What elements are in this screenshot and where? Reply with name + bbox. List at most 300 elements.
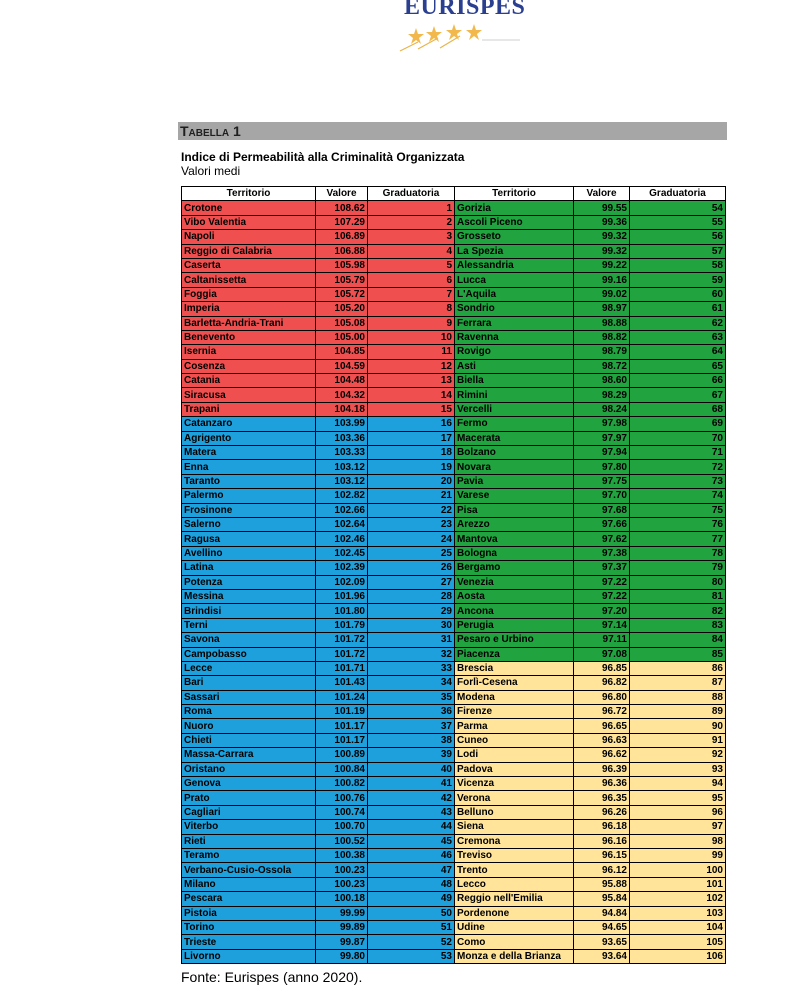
table-row bbox=[182, 215, 726, 229]
rank-cell: 91 bbox=[630, 733, 726, 747]
rank-cell: 48 bbox=[368, 877, 455, 891]
value-cell: 98.72 bbox=[574, 359, 630, 373]
value-cell: 100.84 bbox=[316, 762, 368, 776]
territory-cell: Prato bbox=[182, 791, 316, 805]
value-cell: 101.72 bbox=[316, 633, 368, 647]
territory-cell: Fermo bbox=[455, 417, 574, 431]
table-title: Indice di Permeabilità alla Criminalità Organizzata bbox=[181, 150, 465, 164]
value-cell: 96.39 bbox=[574, 762, 630, 776]
rank-cell: 9 bbox=[368, 316, 455, 330]
rank-cell: 4 bbox=[368, 244, 455, 258]
territory-cell: Terni bbox=[182, 618, 316, 632]
table-row bbox=[182, 230, 726, 244]
rank-cell: 94 bbox=[630, 777, 726, 791]
rank-cell: 53 bbox=[368, 949, 455, 963]
rank-cell: 93 bbox=[630, 762, 726, 776]
table-row bbox=[182, 258, 726, 272]
value-cell: 101.43 bbox=[316, 676, 368, 690]
territory-cell: Campobasso bbox=[182, 647, 316, 661]
rank-cell: 35 bbox=[368, 690, 455, 704]
rank-cell: 8 bbox=[368, 302, 455, 316]
value-cell: 97.68 bbox=[574, 503, 630, 517]
value-cell: 100.23 bbox=[316, 877, 368, 891]
value-cell: 101.96 bbox=[316, 589, 368, 603]
rank-cell: 98 bbox=[630, 834, 726, 848]
rank-cell: 70 bbox=[630, 431, 726, 445]
territory-cell: Barletta-Andria-Trani bbox=[182, 316, 316, 330]
rank-cell: 67 bbox=[630, 388, 726, 402]
rank-cell: 38 bbox=[368, 733, 455, 747]
territory-cell: Livorno bbox=[182, 949, 316, 963]
value-cell: 97.62 bbox=[574, 532, 630, 546]
value-cell: 96.35 bbox=[574, 791, 630, 805]
table-row bbox=[182, 460, 726, 474]
rank-cell: 96 bbox=[630, 805, 726, 819]
territory-cell: Nuoro bbox=[182, 719, 316, 733]
territory-cell: Matera bbox=[182, 446, 316, 460]
stars-icon bbox=[398, 18, 522, 52]
rank-cell: 47 bbox=[368, 863, 455, 877]
rank-cell: 2 bbox=[368, 215, 455, 229]
table-row bbox=[182, 374, 726, 388]
table-row bbox=[182, 791, 726, 805]
value-cell: 98.24 bbox=[574, 402, 630, 416]
rank-cell: 30 bbox=[368, 618, 455, 632]
rank-cell: 72 bbox=[630, 460, 726, 474]
rank-cell: 18 bbox=[368, 446, 455, 460]
value-cell: 99.02 bbox=[574, 287, 630, 301]
territory-cell: L'Aquila bbox=[455, 287, 574, 301]
table-label: Tabella 1 bbox=[180, 123, 241, 139]
table-row bbox=[182, 762, 726, 776]
territory-cell: Brescia bbox=[455, 661, 574, 675]
rank-cell: 10 bbox=[368, 330, 455, 344]
territory-cell: Novara bbox=[455, 460, 574, 474]
rank-cell: 59 bbox=[630, 273, 726, 287]
territory-cell: Avellino bbox=[182, 546, 316, 560]
rank-cell: 65 bbox=[630, 359, 726, 373]
rank-cell: 6 bbox=[368, 273, 455, 287]
value-cell: 106.89 bbox=[316, 230, 368, 244]
territory-cell: Bergamo bbox=[455, 561, 574, 575]
rank-cell: 39 bbox=[368, 748, 455, 762]
value-cell: 97.75 bbox=[574, 474, 630, 488]
header-valore: Valore bbox=[316, 187, 368, 201]
logo-wordmark: EURISPES bbox=[404, 0, 526, 20]
territory-cell: Gorizia bbox=[455, 201, 574, 215]
value-cell: 96.16 bbox=[574, 834, 630, 848]
rank-cell: 86 bbox=[630, 661, 726, 675]
rank-cell: 28 bbox=[368, 589, 455, 603]
table-row bbox=[182, 920, 726, 934]
rank-cell: 1 bbox=[368, 201, 455, 215]
table-body bbox=[182, 201, 726, 964]
territory-cell: Vercelli bbox=[455, 402, 574, 416]
territory-cell: Pisa bbox=[455, 503, 574, 517]
rank-cell: 106 bbox=[630, 949, 726, 963]
territory-cell: Potenza bbox=[182, 575, 316, 589]
value-cell: 97.80 bbox=[574, 460, 630, 474]
territory-cell: Rimini bbox=[455, 388, 574, 402]
table-row bbox=[182, 517, 726, 531]
territory-cell: Arezzo bbox=[455, 517, 574, 531]
territory-cell: Napoli bbox=[182, 230, 316, 244]
table-row bbox=[182, 705, 726, 719]
value-cell: 102.66 bbox=[316, 503, 368, 517]
territory-cell: Piacenza bbox=[455, 647, 574, 661]
territory-cell: Lecce bbox=[182, 661, 316, 675]
rank-cell: 88 bbox=[630, 690, 726, 704]
rank-cell: 54 bbox=[630, 201, 726, 215]
rank-cell: 3 bbox=[368, 230, 455, 244]
rank-cell: 5 bbox=[368, 258, 455, 272]
value-cell: 96.18 bbox=[574, 820, 630, 834]
table-row bbox=[182, 474, 726, 488]
value-cell: 104.85 bbox=[316, 345, 368, 359]
value-cell: 102.46 bbox=[316, 532, 368, 546]
table-row bbox=[182, 848, 726, 862]
territory-cell: Reggio nell'Emilia bbox=[455, 892, 574, 906]
rank-cell: 26 bbox=[368, 561, 455, 575]
value-cell: 95.88 bbox=[574, 877, 630, 891]
value-cell: 97.70 bbox=[574, 489, 630, 503]
territory-cell: Trento bbox=[455, 863, 574, 877]
value-cell: 97.98 bbox=[574, 417, 630, 431]
territory-cell: Lecco bbox=[455, 877, 574, 891]
table-row bbox=[182, 633, 726, 647]
value-cell: 97.11 bbox=[574, 633, 630, 647]
rank-cell: 46 bbox=[368, 848, 455, 862]
value-cell: 99.32 bbox=[574, 244, 630, 258]
territory-cell: Messina bbox=[182, 589, 316, 603]
value-cell: 98.82 bbox=[574, 330, 630, 344]
value-cell: 104.18 bbox=[316, 402, 368, 416]
rank-cell: 100 bbox=[630, 863, 726, 877]
territory-cell: Catanzaro bbox=[182, 417, 316, 431]
table-row bbox=[182, 863, 726, 877]
table-row bbox=[182, 244, 726, 258]
value-cell: 97.22 bbox=[574, 589, 630, 603]
value-cell: 104.32 bbox=[316, 388, 368, 402]
territory-cell: Vicenza bbox=[455, 777, 574, 791]
rank-cell: 99 bbox=[630, 848, 726, 862]
table-row bbox=[182, 935, 726, 949]
territory-cell: Genova bbox=[182, 777, 316, 791]
territory-cell: Siracusa bbox=[182, 388, 316, 402]
value-cell: 99.22 bbox=[574, 258, 630, 272]
value-cell: 106.88 bbox=[316, 244, 368, 258]
territory-cell: Agrigento bbox=[182, 431, 316, 445]
rank-cell: 58 bbox=[630, 258, 726, 272]
territory-cell: Ancona bbox=[455, 604, 574, 618]
table-row bbox=[182, 892, 726, 906]
territory-cell: Ascoli Piceno bbox=[455, 215, 574, 229]
table-row bbox=[182, 575, 726, 589]
value-cell: 94.65 bbox=[574, 920, 630, 934]
rank-cell: 7 bbox=[368, 287, 455, 301]
eurispes-logo bbox=[398, 0, 526, 52]
territory-cell: Massa-Carrara bbox=[182, 748, 316, 762]
rank-cell: 80 bbox=[630, 575, 726, 589]
value-cell: 93.65 bbox=[574, 935, 630, 949]
territory-cell: Rovigo bbox=[455, 345, 574, 359]
rank-cell: 63 bbox=[630, 330, 726, 344]
value-cell: 101.17 bbox=[316, 733, 368, 747]
rank-cell: 32 bbox=[368, 647, 455, 661]
territory-cell: Foggia bbox=[182, 287, 316, 301]
territory-cell: Enna bbox=[182, 460, 316, 474]
value-cell: 103.99 bbox=[316, 417, 368, 431]
rank-cell: 97 bbox=[630, 820, 726, 834]
value-cell: 97.20 bbox=[574, 604, 630, 618]
rank-cell: 85 bbox=[630, 647, 726, 661]
rank-cell: 79 bbox=[630, 561, 726, 575]
table-row bbox=[182, 748, 726, 762]
table-row bbox=[182, 733, 726, 747]
territory-cell: Reggio di Calabria bbox=[182, 244, 316, 258]
value-cell: 108.62 bbox=[316, 201, 368, 215]
value-cell: 97.08 bbox=[574, 647, 630, 661]
table-subtitle: Valori medi bbox=[181, 164, 241, 178]
territory-cell: Rieti bbox=[182, 834, 316, 848]
territory-cell: Pistoia bbox=[182, 906, 316, 920]
value-cell: 98.79 bbox=[574, 345, 630, 359]
rank-cell: 29 bbox=[368, 604, 455, 618]
value-cell: 102.64 bbox=[316, 517, 368, 531]
rank-cell: 45 bbox=[368, 834, 455, 848]
rank-cell: 62 bbox=[630, 316, 726, 330]
value-cell: 100.23 bbox=[316, 863, 368, 877]
value-cell: 101.19 bbox=[316, 705, 368, 719]
value-cell: 102.82 bbox=[316, 489, 368, 503]
rank-cell: 33 bbox=[368, 661, 455, 675]
table-row bbox=[182, 618, 726, 632]
table-row bbox=[182, 503, 726, 517]
value-cell: 99.87 bbox=[316, 935, 368, 949]
value-cell: 105.98 bbox=[316, 258, 368, 272]
table-row bbox=[182, 561, 726, 575]
territory-cell: Varese bbox=[455, 489, 574, 503]
territory-cell: Pordenone bbox=[455, 906, 574, 920]
territory-cell: Macerata bbox=[455, 431, 574, 445]
territory-cell: Chieti bbox=[182, 733, 316, 747]
territory-cell: Oristano bbox=[182, 762, 316, 776]
territory-cell: Imperia bbox=[182, 302, 316, 316]
value-cell: 101.72 bbox=[316, 647, 368, 661]
value-cell: 105.00 bbox=[316, 330, 368, 344]
territory-cell: Verbano-Cusio-Ossola bbox=[182, 863, 316, 877]
rank-cell: 84 bbox=[630, 633, 726, 647]
rank-cell: 12 bbox=[368, 359, 455, 373]
value-cell: 97.97 bbox=[574, 431, 630, 445]
territory-cell: Bolzano bbox=[455, 446, 574, 460]
territory-cell: Caserta bbox=[182, 258, 316, 272]
value-cell: 102.45 bbox=[316, 546, 368, 560]
value-cell: 96.62 bbox=[574, 748, 630, 762]
table-row bbox=[182, 431, 726, 445]
rank-cell: 22 bbox=[368, 503, 455, 517]
value-cell: 100.52 bbox=[316, 834, 368, 848]
value-cell: 96.63 bbox=[574, 733, 630, 747]
rank-cell: 40 bbox=[368, 762, 455, 776]
table-row bbox=[182, 719, 726, 733]
value-cell: 100.82 bbox=[316, 777, 368, 791]
value-cell: 103.36 bbox=[316, 431, 368, 445]
table-row bbox=[182, 345, 726, 359]
rank-cell: 56 bbox=[630, 230, 726, 244]
territory-cell: Sondrio bbox=[455, 302, 574, 316]
territory-cell: Treviso bbox=[455, 848, 574, 862]
rank-cell: 25 bbox=[368, 546, 455, 560]
territory-cell: Asti bbox=[455, 359, 574, 373]
territory-cell: Palermo bbox=[182, 489, 316, 503]
value-cell: 100.70 bbox=[316, 820, 368, 834]
table-row bbox=[182, 417, 726, 431]
rank-cell: 77 bbox=[630, 532, 726, 546]
value-cell: 97.38 bbox=[574, 546, 630, 560]
territory-cell: Crotone bbox=[182, 201, 316, 215]
rank-cell: 44 bbox=[368, 820, 455, 834]
value-cell: 96.12 bbox=[574, 863, 630, 877]
value-cell: 100.18 bbox=[316, 892, 368, 906]
territory-cell: Forlì-Cesena bbox=[455, 676, 574, 690]
table-row bbox=[182, 402, 726, 416]
rank-cell: 23 bbox=[368, 517, 455, 531]
territory-cell: Vibo Valentia bbox=[182, 215, 316, 229]
territory-cell: Bologna bbox=[455, 546, 574, 560]
territory-cell: Perugia bbox=[455, 618, 574, 632]
header-territorio: Territorio bbox=[455, 187, 574, 201]
rank-cell: 76 bbox=[630, 517, 726, 531]
value-cell: 96.36 bbox=[574, 777, 630, 791]
table-row bbox=[182, 532, 726, 546]
territory-cell: Frosinone bbox=[182, 503, 316, 517]
territory-cell: Milano bbox=[182, 877, 316, 891]
value-cell: 99.80 bbox=[316, 949, 368, 963]
rank-cell: 51 bbox=[368, 920, 455, 934]
territory-cell: Catania bbox=[182, 374, 316, 388]
table-row bbox=[182, 906, 726, 920]
value-cell: 99.89 bbox=[316, 920, 368, 934]
header-territorio: Territorio bbox=[182, 187, 316, 201]
value-cell: 101.71 bbox=[316, 661, 368, 675]
value-cell: 96.72 bbox=[574, 705, 630, 719]
value-cell: 98.29 bbox=[574, 388, 630, 402]
rank-cell: 55 bbox=[630, 215, 726, 229]
rank-cell: 50 bbox=[368, 906, 455, 920]
value-cell: 93.64 bbox=[574, 949, 630, 963]
territory-cell: Bari bbox=[182, 676, 316, 690]
table-header-row bbox=[182, 187, 726, 201]
value-cell: 96.65 bbox=[574, 719, 630, 733]
table-row bbox=[182, 676, 726, 690]
value-cell: 101.80 bbox=[316, 604, 368, 618]
territory-cell: Firenze bbox=[455, 705, 574, 719]
rank-cell: 64 bbox=[630, 345, 726, 359]
table-row bbox=[182, 820, 726, 834]
rank-cell: 83 bbox=[630, 618, 726, 632]
territory-cell: Pescara bbox=[182, 892, 316, 906]
rank-cell: 24 bbox=[368, 532, 455, 546]
territory-cell: Venezia bbox=[455, 575, 574, 589]
rank-cell: 14 bbox=[368, 388, 455, 402]
value-cell: 100.74 bbox=[316, 805, 368, 819]
table-row bbox=[182, 388, 726, 402]
rank-cell: 105 bbox=[630, 935, 726, 949]
value-cell: 97.14 bbox=[574, 618, 630, 632]
value-cell: 94.84 bbox=[574, 906, 630, 920]
value-cell: 103.12 bbox=[316, 474, 368, 488]
table-row bbox=[182, 589, 726, 603]
territory-cell: Aosta bbox=[455, 589, 574, 603]
value-cell: 105.72 bbox=[316, 287, 368, 301]
value-cell: 96.82 bbox=[574, 676, 630, 690]
rank-cell: 90 bbox=[630, 719, 726, 733]
territory-cell: Latina bbox=[182, 561, 316, 575]
value-cell: 103.33 bbox=[316, 446, 368, 460]
table-row bbox=[182, 690, 726, 704]
rank-cell: 68 bbox=[630, 402, 726, 416]
table-row bbox=[182, 316, 726, 330]
rank-cell: 19 bbox=[368, 460, 455, 474]
rank-cell: 78 bbox=[630, 546, 726, 560]
territory-cell: Mantova bbox=[455, 532, 574, 546]
territory-cell: Siena bbox=[455, 820, 574, 834]
territory-cell: Belluno bbox=[455, 805, 574, 819]
rank-cell: 81 bbox=[630, 589, 726, 603]
rank-cell: 73 bbox=[630, 474, 726, 488]
territory-cell: Benevento bbox=[182, 330, 316, 344]
table-row bbox=[182, 805, 726, 819]
territory-cell: Alessandria bbox=[455, 258, 574, 272]
territory-cell: Cuneo bbox=[455, 733, 574, 747]
rank-cell: 61 bbox=[630, 302, 726, 316]
value-cell: 97.37 bbox=[574, 561, 630, 575]
territory-cell: Cosenza bbox=[182, 359, 316, 373]
rank-cell: 41 bbox=[368, 777, 455, 791]
value-cell: 95.84 bbox=[574, 892, 630, 906]
value-cell: 100.89 bbox=[316, 748, 368, 762]
rank-cell: 13 bbox=[368, 374, 455, 388]
value-cell: 96.80 bbox=[574, 690, 630, 704]
territory-cell: La Spezia bbox=[455, 244, 574, 258]
territory-cell: Pavia bbox=[455, 474, 574, 488]
rank-cell: 69 bbox=[630, 417, 726, 431]
rank-cell: 37 bbox=[368, 719, 455, 733]
territory-cell: Biella bbox=[455, 374, 574, 388]
value-cell: 99.16 bbox=[574, 273, 630, 287]
rank-cell: 36 bbox=[368, 705, 455, 719]
rank-cell: 42 bbox=[368, 791, 455, 805]
value-cell: 103.12 bbox=[316, 460, 368, 474]
territory-cell: Modena bbox=[455, 690, 574, 704]
value-cell: 105.79 bbox=[316, 273, 368, 287]
rank-cell: 17 bbox=[368, 431, 455, 445]
territory-cell: Torino bbox=[182, 920, 316, 934]
value-cell: 99.55 bbox=[574, 201, 630, 215]
value-cell: 96.85 bbox=[574, 661, 630, 675]
permeability-table bbox=[181, 186, 726, 964]
rank-cell: 102 bbox=[630, 892, 726, 906]
value-cell: 100.76 bbox=[316, 791, 368, 805]
value-cell: 99.32 bbox=[574, 230, 630, 244]
territory-cell: Trieste bbox=[182, 935, 316, 949]
table-row bbox=[182, 647, 726, 661]
rank-cell: 104 bbox=[630, 920, 726, 934]
territory-cell: Udine bbox=[455, 920, 574, 934]
territory-cell: Verona bbox=[455, 791, 574, 805]
rank-cell: 74 bbox=[630, 489, 726, 503]
